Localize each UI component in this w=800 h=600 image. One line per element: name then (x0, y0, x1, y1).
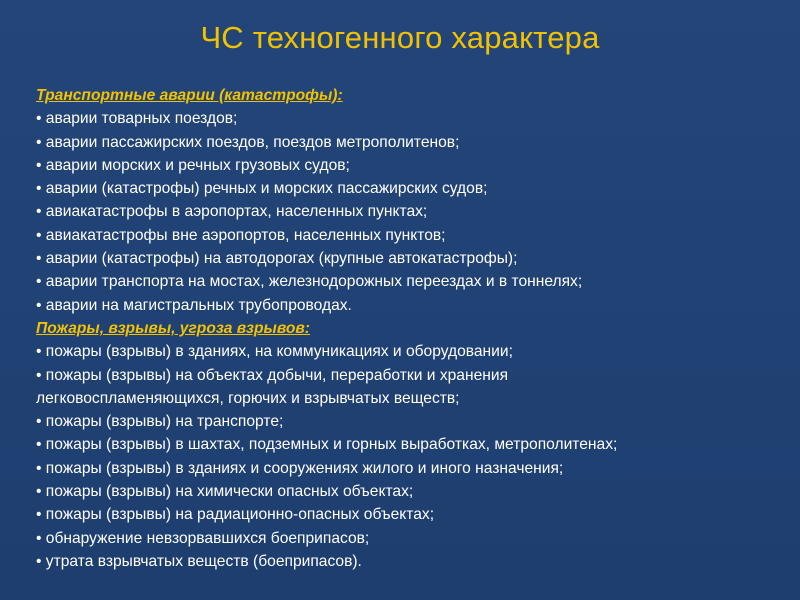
section-heading-transport: Транспортные аварии (катастрофы): (36, 87, 343, 104)
list-item: • пожары (взрывы) на радиационно-опасных объектах; (36, 506, 435, 524)
section-heading-fires: Пожары, взрывы, угроза взрывов: (36, 319, 310, 337)
slide-title: ЧС техногенного характера (200, 20, 600, 55)
list-item: • пожары (взрывы) на транспорте; (36, 413, 284, 431)
list-item: • пожары (взрывы) на химически опасных объектах; (36, 483, 414, 501)
list-item: • аварии (катастрофы) речных и морских пассажирских судов; (36, 180, 488, 198)
list-item: • пожары (взрывы) на объектах добычи, переработки и хранения (36, 366, 509, 384)
list-item: • аварии товарных поездов; (36, 110, 238, 128)
list-item: • аварии транспорта на мостах, железнодорожных переездах и в тоннелях; (36, 273, 583, 291)
slide-content (36, 84, 796, 573)
list-item: • утрата взрывчатых веществ (боеприпасов). (36, 552, 362, 570)
list-item: • аварии пассажирских поездов, поездов метрополитенов; (36, 133, 460, 151)
list-item: • пожары (взрывы) в зданиях, на коммуникациях и оборудовании; (36, 343, 513, 361)
list-item: легковоспламеняющихся, горючих и взрывчатых веществ; (36, 389, 460, 407)
list-item: • аварии морских и речных грузовых судов; (36, 156, 350, 174)
list-item: • пожары (взрывы) в шахтах, подземных и горных выработках, метрополитенах; (36, 436, 618, 454)
list-item: • авиакатастрофы вне аэропортов, населенных пунктов; (36, 226, 446, 244)
list-item: • пожары (взрывы) в зданиях и сооружениях жилого и иного назначения; (36, 459, 564, 477)
list-item: • аварии на магистральных трубопроводах. (36, 296, 352, 314)
list-item: • аварии (катастрофы) на автодорогах (крупные автокатастрофы); (36, 250, 518, 268)
list-item: • авиакатастрофы в аэропортах, населенных пунктах; (36, 203, 428, 221)
list-item: • обнаружение невзорвавшихся боеприпасов; (36, 529, 370, 547)
